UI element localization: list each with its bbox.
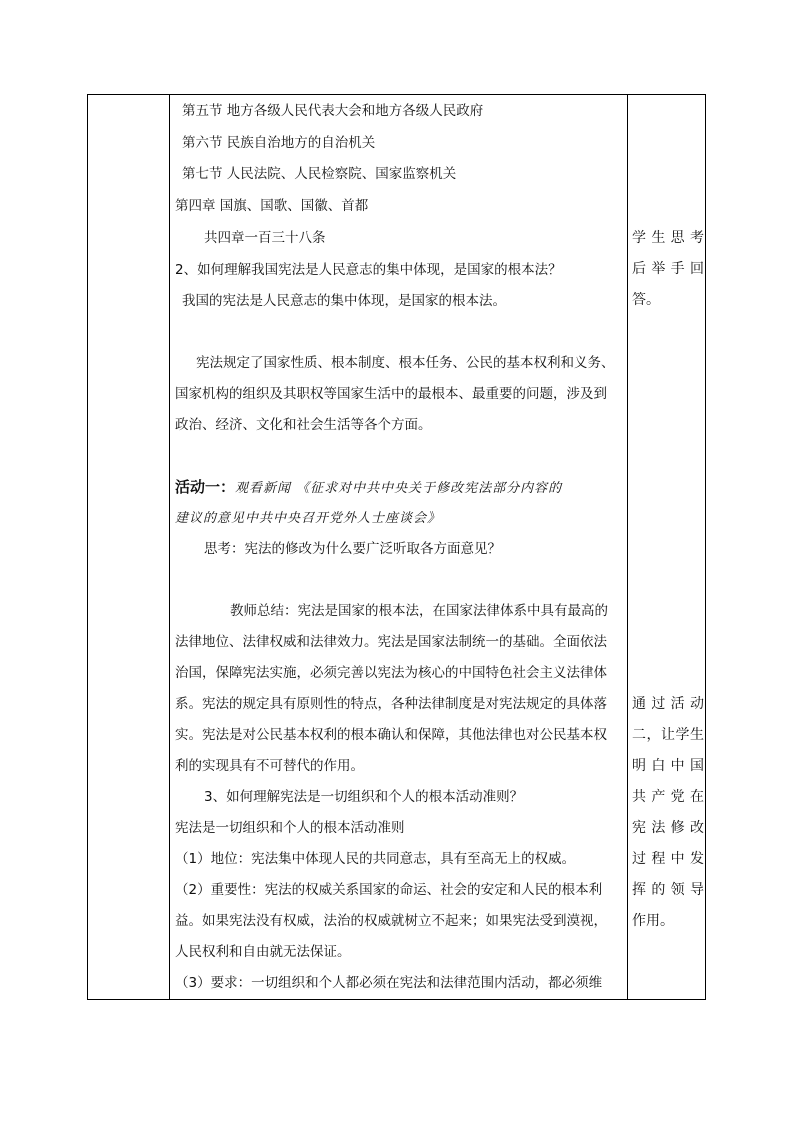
point-2-line: （2）重要性：宪法的权威关系国家的命运、社会的安定和人民的根本利 [175, 882, 603, 898]
note-line: 过程中发 [632, 851, 704, 867]
section-6-line: 第六节 民族自治地方的自治机关 [182, 135, 376, 151]
note-line: 明白中国 [632, 758, 704, 774]
note-line: 挥的领导 [632, 882, 704, 898]
lesson-table [87, 94, 706, 1000]
answer-3-line: 宪法是一切组织和个人的根本活动准则 [175, 820, 405, 836]
total-articles-line: 共四章一百三十八条 [204, 230, 326, 246]
note-line: 后举手回 [632, 261, 704, 277]
chapter-4-line: 第四章 国旗、国歌、国徽、首都 [175, 198, 369, 214]
note-line: 共产党在 [632, 789, 704, 805]
question-3: 3、如何理解宪法是一切组织和个人的根本活动准则？ [204, 789, 524, 805]
note-line: 作用。 [632, 913, 674, 929]
paragraph-line: 国家机构的组织及其职权等国家生活中的最根本、最重要的问题，涉及到 [175, 386, 607, 402]
teacher-summary-line: 治国，保障宪法实施，必须完善以宪法为核心的中国特色社会主义法律体 [175, 665, 607, 681]
note-line: 宪法修改 [632, 820, 704, 836]
column-divider-right [627, 95, 628, 999]
column-divider-left [169, 95, 170, 999]
paragraph-line: 政治、经济、文化和社会生活等各个方面。 [175, 417, 432, 433]
section-5-line: 第五节 地方各级人民代表大会和地方各级人民政府 [182, 103, 484, 119]
activity-line-2 [175, 508, 441, 529]
note-line: 学生思考 [632, 230, 704, 246]
point-2-line: 益。如果宪法没有权威，法治的权威就树立不起来；如果宪法受到漠视， [175, 913, 607, 929]
activity-line-1 [175, 477, 562, 499]
think-question: 思考：宪法的修改为什么要广泛听取各方面意见？ [204, 541, 501, 557]
point-3-line: （3）要求：一切组织和个人都必须在宪法和法律范围内活动，都必须维 [175, 975, 603, 991]
activity-text-2: 建议的意见中共中央召开党外人士座谈会》 [175, 511, 442, 526]
point-2-line: 人民权利和自由就无法保证。 [175, 944, 351, 960]
answer-2-line: 我国的宪法是人民意志的集中体现，是国家的根本法。 [182, 293, 506, 309]
question-2: 2、如何理解我国宪法是人民意志的集中体现，是国家的根本法？ [175, 262, 562, 278]
teacher-summary-line: 教师总结：宪法是国家的根本法，在国家法律体系中具有最高的 [230, 603, 608, 619]
point-1-line: （1）地位：宪法集中体现人民的共同意志，具有至高无上的权威。 [175, 851, 576, 867]
note-line: 通过活动 [632, 696, 704, 712]
teacher-summary-line: 系。宪法的规定具有原则性的特点，各种法律制度是对宪法规定的具体落 [175, 696, 607, 712]
teacher-summary-line: 实。宪法是对公民基本权利的根本确认和保障，其他法律也对公民基本权 [175, 727, 607, 743]
section-7-line: 第七节 人民法院、人民检察院、国家监察机关 [182, 166, 457, 182]
teacher-summary-line: 利的实现具有不可替代的作用。 [175, 758, 364, 774]
activity-text-1: 观看新闻 《征求对中共中央关于修改宪法部分内容的 [235, 481, 563, 496]
note-line: 答。 [632, 292, 660, 308]
teacher-summary-line: 法律地位、法律权威和法律效力。宪法是国家法制统一的基础。全面依法 [175, 634, 607, 650]
activity-label: 活动一： [175, 478, 236, 496]
note-line: 二，让学生 [632, 727, 704, 743]
paragraph-line: 宪法规定了国家性质、根本制度、根本任务、公民的基本权利和义务、 [196, 355, 615, 371]
